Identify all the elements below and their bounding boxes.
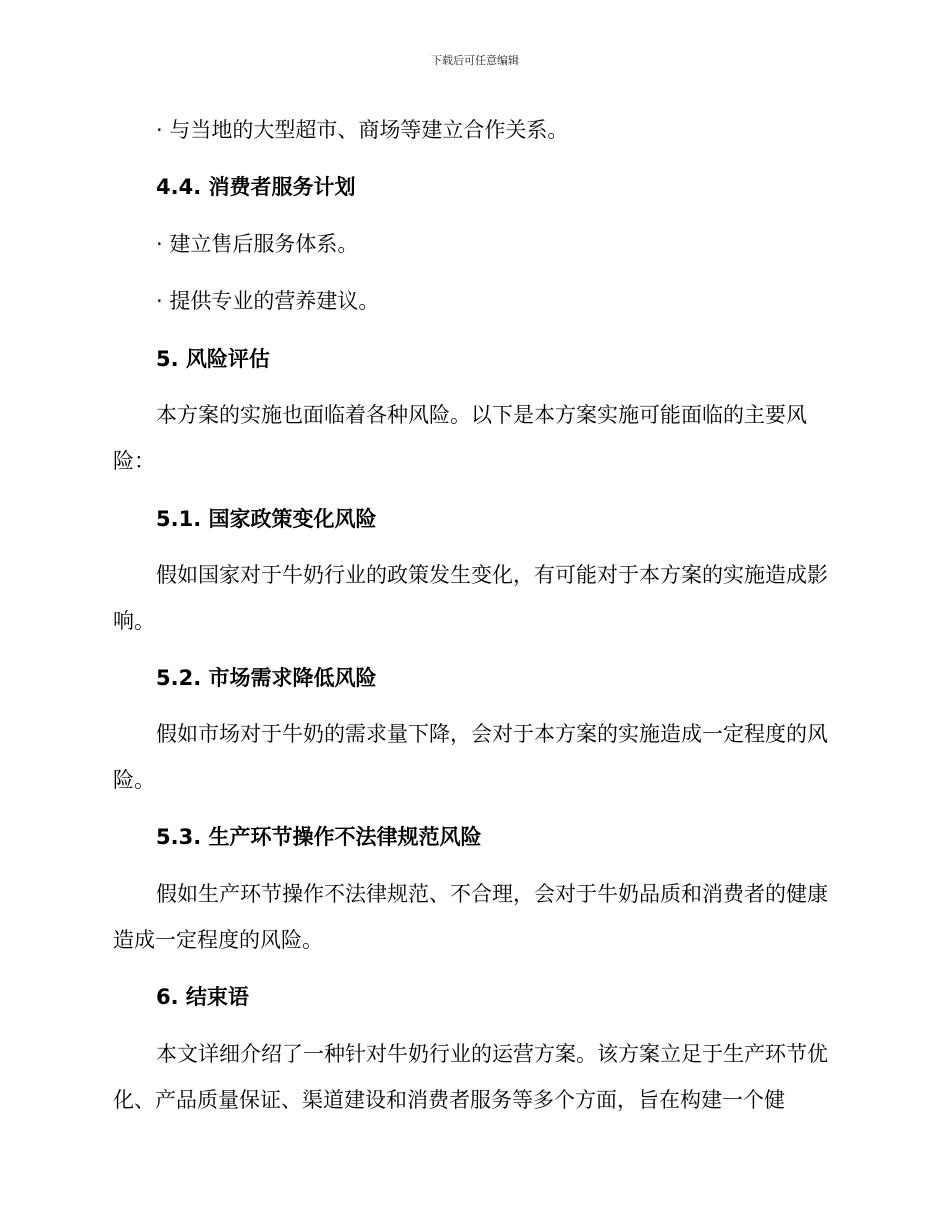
section-heading-5-1: 5.1. 国家政策变化风险 (156, 507, 377, 531)
paragraph-policy-risk: 假如国家对于牛奶行业的政策发生变化，有可能对于本方案的实施造成影响。 (113, 563, 828, 633)
bullet-after-sales-service: · 建立售后服务体系。 (156, 232, 359, 256)
paragraph-production-risk: 假如生产环节操作不法律规范、不合理，会对于牛奶品质和消费者的健康造成一定程度的风险。 (113, 882, 828, 952)
section-heading-5-2: 5.2. 市场需求降低风险 (156, 666, 377, 690)
paragraph-conclusion: 本文详细介绍了一种针对牛奶行业的运营方案。该方案立足于生产环节优化、产品质量保证、渠道建设和消费者服务等多个方面，旨在构建一个健 (113, 1042, 828, 1112)
section-heading-5-3: 5.3. 生产环节操作不法律规范风险 (156, 825, 482, 849)
section-heading-5: 5. 风险评估 (156, 347, 270, 371)
paragraph-demand-risk: 假如市场对于牛奶的需求量下降，会对于本方案的实施造成一定程度的风险。 (113, 722, 828, 792)
bullet-supermarket-cooperation: · 与当地的大型超市、商场等建立合作关系。 (156, 118, 569, 142)
section-heading-6: 6. 结束语 (156, 985, 249, 1009)
page-header: 下载后可任意编辑 (431, 54, 519, 67)
bullet-nutrition-advice: · 提供专业的营养建议。 (156, 289, 380, 313)
paragraph-risk-intro: 本方案的实施也面临着各种风险。以下是本方案实施可能面临的主要风险： (113, 403, 807, 473)
section-heading-4-4: 4.4. 消费者服务计划 (156, 175, 356, 199)
